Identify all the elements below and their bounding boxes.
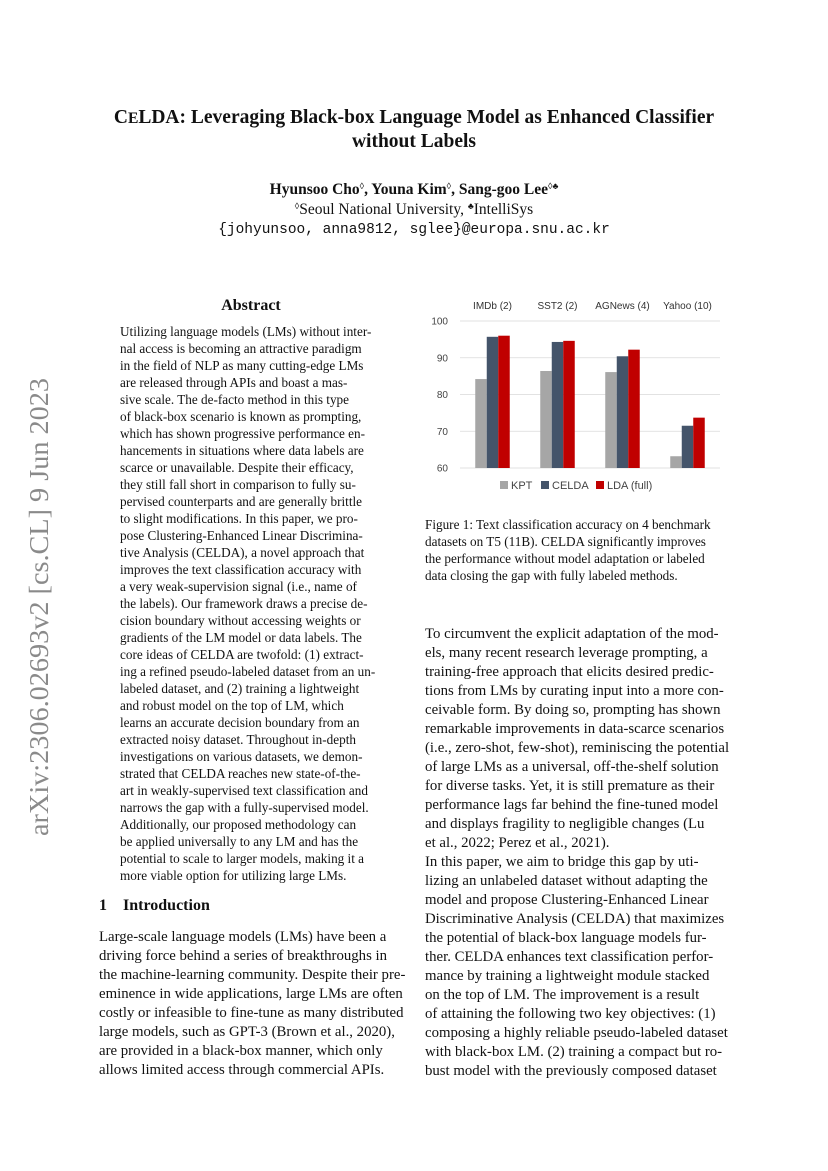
- abstract-heading: Abstract: [221, 297, 281, 314]
- bar-lda-full: [628, 350, 640, 468]
- introduction-line: Large-scale language models (LMs) have been a: [99, 929, 387, 945]
- bar-lda-full: [563, 341, 575, 468]
- abstract-line: to slight modifications. In this paper, we pro-: [120, 511, 358, 526]
- body-line: lizing an unlabeled dataset without adapting the: [425, 873, 708, 889]
- section-heading-introduction: 1 Introduction: [99, 897, 210, 914]
- abstract-line: be applied universally to any LM and has the: [120, 834, 359, 849]
- introduction-line: costly or infeasible to fine-tune as many distributed: [99, 1005, 404, 1021]
- abstract-line: potential to scale to larger models, making it a: [120, 851, 365, 866]
- abstract-line: tive Analysis (CELDA), a novel approach that: [120, 545, 365, 560]
- abstract-line: strated that CELDA reaches new state-of-the-: [120, 766, 361, 781]
- body-line: Discriminative Analysis (CELDA) that maximizes: [425, 911, 725, 927]
- introduction-line: are provided in a black-box manner, which only: [99, 1043, 383, 1059]
- bar-kpt: [540, 371, 552, 468]
- legend-swatch: [541, 481, 549, 489]
- abstract-line: they still fall short in comparison to fully su-: [120, 477, 356, 492]
- category-label: SST2 (2): [537, 301, 578, 312]
- body-line: the potential of black-box language models fur-: [425, 930, 707, 946]
- abstract-line: hancements in situations where data labels are: [120, 443, 364, 458]
- y-tick-label: 100: [431, 316, 448, 328]
- introduction-body: [99, 928, 404, 1080]
- abstract-line: pose Clustering-Enhanced Linear Discrimina-: [120, 528, 363, 543]
- body-line: on the top of LM. The improvement is a result: [425, 987, 700, 1003]
- abstract-line: which has shown progressive performance en-: [120, 426, 365, 441]
- caption-line: Figure 1: Text classification accuracy on 4 benchmark: [425, 517, 711, 532]
- abstract-line: the labels). Our framework draws a precise de-: [120, 596, 368, 611]
- body-line: To circumvent the explicit adaptation of the mod-: [425, 626, 719, 642]
- author-emails: {johyunsoo, anna9812, sglee}@europa.snu.ac.kr: [218, 222, 610, 238]
- abstract-line: investigations on various datasets, we demon-: [120, 749, 363, 764]
- category-label: Yahoo (10): [663, 301, 712, 312]
- bar-celda: [552, 342, 564, 468]
- category-label: AGNews (4): [595, 301, 650, 312]
- body-line: and displays fragility to negligible changes (Lu: [425, 816, 705, 832]
- abstract-line: scarce or unavailable. Despite their efficacy,: [120, 460, 354, 475]
- right-column-body: [425, 625, 730, 1081]
- arxiv-id: arXiv:2306.02693v2 [cs.CL] 9 Jun 2023: [24, 398, 54, 836]
- body-line: model and propose Clustering-Enhanced Linear: [425, 892, 709, 908]
- abstract-line: more viable option for utilizing large LMs.: [120, 868, 347, 883]
- abstract-line: narrows the gap with a fully-supervised model.: [120, 800, 369, 815]
- bar-celda: [487, 337, 499, 468]
- body-line: ther. CELDA enhances text classification perfor-: [425, 949, 714, 965]
- caption-line: data closing the gap with fully labeled methods.: [425, 568, 678, 583]
- introduction-line: allows limited access through commercial APIs.: [99, 1062, 385, 1078]
- abstract-line: sive scale. The de-facto method in this type: [120, 392, 350, 407]
- y-tick-label: 60: [436, 463, 448, 475]
- body-line: of attaining the following two key objectives: (1): [425, 1006, 716, 1022]
- abstract-line: gradients of the LM model or data labels. The: [120, 630, 362, 645]
- body-line: performance lags far behind the fine-tuned model: [425, 797, 719, 813]
- legend-swatch: [500, 481, 508, 489]
- introduction-line: driving force behind a series of breakthroughs in: [99, 948, 388, 964]
- legend-label: LDA (full): [607, 480, 653, 492]
- abstract-line: Additionally, our proposed methodology can: [120, 817, 357, 832]
- body-line: In this paper, we aim to bridge this gap by uti-: [425, 854, 699, 870]
- abstract-line: and robust model on the top of LM, which: [120, 698, 344, 713]
- category-label: IMDb (2): [473, 301, 512, 312]
- abstract-line: cision boundary without accessing weights or: [120, 613, 361, 628]
- introduction-line: the machine-learning community. Despite their pre-: [99, 967, 406, 983]
- bar-kpt: [605, 372, 617, 468]
- abstract-line: improves the text classification accuracy with: [120, 562, 362, 577]
- abstract-line: in the field of NLP as many cutting-edge LMs: [120, 358, 364, 373]
- bar-lda-full: [498, 336, 510, 468]
- y-tick-label: 90: [436, 353, 448, 365]
- bar-kpt: [670, 456, 682, 468]
- body-line: els, many recent research leverage prompting, a: [425, 645, 708, 661]
- abstract-line: ing a refined pseudo-labeled dataset from an un-: [120, 664, 376, 679]
- arxiv-stamp: [18, 378, 58, 840]
- figure-1-chart: [420, 293, 740, 503]
- body-line: composing a highly reliable pseudo-labeled dataset: [425, 1025, 728, 1041]
- abstract-body: [120, 323, 382, 884]
- affiliations: ◊Seoul National University, ♣IntelliSys: [294, 201, 534, 218]
- abstract-line: pervised counterparts and are generally brittle: [120, 494, 363, 509]
- introduction-line: large models, such as GPT-3 (Brown et al., 2020),: [99, 1024, 395, 1040]
- abstract-line: of black-box scenario is known as prompting,: [120, 409, 362, 424]
- body-line: ceivable form. By doing so, prompting has shown: [425, 702, 721, 718]
- body-line: of large LMs as a universal, off-the-shelf solution: [425, 759, 719, 775]
- legend-label: CELDA: [552, 480, 589, 492]
- author-block: [60, 180, 768, 241]
- legend-label: KPT: [511, 480, 533, 492]
- body-line: remarkable improvements in data-scarce scenarios: [425, 721, 725, 737]
- abstract-line: learns an accurate decision boundary from an: [120, 715, 360, 730]
- abstract-line: extracted noisy dataset. Throughout in-depth: [120, 732, 356, 747]
- y-tick-label: 70: [436, 426, 448, 438]
- body-line: mance by training a lightweight module stacked: [425, 968, 710, 984]
- bar-lda-full: [693, 418, 705, 468]
- body-line: training-free approach that elicits desired predic-: [425, 664, 714, 680]
- abstract-line: art in weakly-supervised text classification and: [120, 783, 368, 798]
- legend-swatch: [596, 481, 604, 489]
- paper-title: CELDA: Leveraging Black-box Language Model as Enhanced Classifier without Labels: [113, 107, 715, 152]
- figure-1-caption: [425, 516, 730, 584]
- abstract-line: core ideas of CELDA are twofold: (1) extract-: [120, 647, 364, 662]
- body-line: et al., 2022; Perez et al., 2021).: [425, 835, 610, 851]
- body-line: for diverse tasks. Yet, it is still premature as their: [425, 778, 715, 794]
- y-tick-label: 80: [436, 390, 448, 401]
- bar-celda: [682, 426, 694, 468]
- abstract-line: labeled dataset, and (2) training a lightweight: [120, 681, 360, 696]
- abstract-line: a very weak-supervision signal (i.e., name of: [120, 579, 357, 594]
- introduction-line: eminence in wide applications, large LMs are often: [99, 986, 403, 1002]
- caption-line: datasets on T5 (11B). CELDA significantly improves: [425, 534, 706, 549]
- body-line: bust model with the previously composed dataset: [425, 1063, 717, 1079]
- body-line: tions from LMs by curating input into a more con-: [425, 683, 724, 699]
- bar-celda: [617, 356, 629, 468]
- bar-kpt: [475, 379, 487, 468]
- abstract-line: Utilizing language models (LMs) without inter-: [120, 324, 372, 339]
- abstract-line: are released through APIs and boast a mas-: [120, 375, 348, 390]
- body-line: (i.e., zero-shot, few-shot), reminiscing the potential: [425, 740, 730, 756]
- body-line: with black-box LM. (2) training a compact but ro-: [425, 1044, 723, 1060]
- author-names: Hyunsoo Cho◊, Youna Kim◊, Sang-goo Lee◊♣: [269, 181, 559, 198]
- caption-line: the performance without model adaptation or labeled: [425, 551, 705, 566]
- abstract-line: nal access is becoming an attractive paradigm: [120, 341, 362, 356]
